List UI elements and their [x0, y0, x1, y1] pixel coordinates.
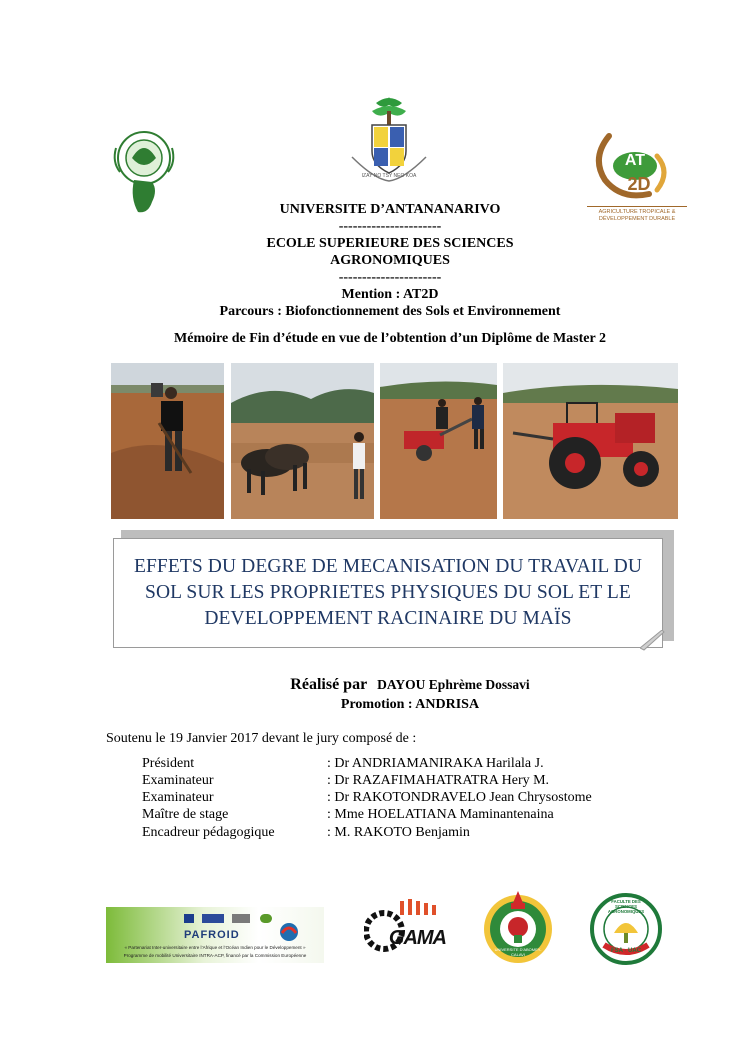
- fsa-text: FACULTE DES SCIENCES AGRONOMIQUES: [607, 899, 645, 914]
- jury-member: : Mme HOELATIANA Maminantenaina: [327, 807, 554, 822]
- at2d-caption-1: AGRICULTURE TROPICALE &: [587, 206, 687, 215]
- fsa-uac-logo: [590, 893, 662, 965]
- promotion: Promotion : ANDRISA: [340, 697, 480, 712]
- jury-row: [142, 824, 470, 841]
- pafroid-note-2: Programme de mobilité Universitaire INTRA-ACP, financé par la Commission Européenne: [123, 953, 307, 958]
- jury-role: Maître de stage: [142, 807, 229, 822]
- jury-member: : M. RAKOTO Benjamin: [327, 825, 470, 840]
- pafroid-note-1: « Partenariat Inter-universitaire entre l’Afrique et l’Océan Indien pour le Développement »: [124, 945, 306, 950]
- photo-tractor: [503, 363, 678, 519]
- defense-statement: Soutenu le 19 Janvier 2017 devant le jury composé de :: [106, 731, 417, 746]
- jury-row: [142, 806, 554, 823]
- jury-role: Examinateur: [142, 790, 214, 805]
- at2d-badge: AT: [624, 152, 646, 169]
- separator-2: ----------------------: [338, 270, 442, 285]
- mention: Mention : AT2D: [341, 287, 439, 302]
- jury-member: : Dr RAKOTONDRAVELO Jean Chrysostome: [327, 790, 592, 805]
- author-name: DAYOU Ephrème Dossavi: [377, 677, 530, 692]
- parcours: Parcours : Biofonctionnement des Sols et Environnement: [219, 304, 561, 319]
- thesis-title-box: [113, 538, 663, 648]
- author-label: Réalisé par: [290, 676, 368, 693]
- school-name-line-2: AGRONOMIQUES: [330, 253, 450, 268]
- jury-role: Encadreur pédagogique: [142, 825, 275, 840]
- jury-member: : Dr RAZAFIMAHATRATRA Hery M.: [327, 773, 550, 788]
- jury-row: [142, 789, 592, 806]
- pafroid-banner: [106, 907, 324, 963]
- photo-motor-cultivator: [380, 363, 497, 519]
- coat-motto: IZAY NO TSY NEO KOA: [361, 173, 417, 179]
- pafroid-title: PAFROID: [184, 929, 240, 941]
- author-line: [240, 676, 580, 694]
- jury-role: Examinateur: [142, 773, 214, 788]
- university-coat-of-arms: [344, 93, 434, 185]
- pafroid-swirl-icon: [276, 921, 302, 943]
- abomey-text: UNIVERSITE D'ABOMEY-CALAVI: [494, 947, 542, 957]
- photo-animal-traction: [231, 363, 374, 519]
- school-name-line-1: ECOLE SUPERIEURE DES SCIENCES: [266, 236, 514, 251]
- photo-manual-tillage: [111, 363, 224, 519]
- gama-text: GAMA: [388, 927, 446, 949]
- pafroid-partner-logos: [184, 910, 314, 920]
- gama-logo: [364, 897, 446, 955]
- at2d-number: 2D: [627, 174, 651, 194]
- jury-row: [142, 755, 544, 772]
- thesis-title: EFFETS DU DEGRE DE MECANISATION DU TRAVAIL DU SOL SUR LES PROPRIETES PHYSIQUES DU SOL ET LE DEVELOPPEMENT RACINAIRE DU MAÏS: [133, 556, 643, 629]
- fsa-bottom-text: FSA · UAC: [610, 948, 642, 954]
- university-name: UNIVERSITE D’ANTANANARIVO: [279, 202, 501, 217]
- at2d-caption-2: DÉVELOPPEMENT DURABLE: [598, 216, 676, 222]
- title-box-folded-corner: [640, 630, 666, 652]
- abomey-calavi-logo: [481, 889, 555, 965]
- jury-role: Président: [142, 756, 195, 771]
- separator-1: ----------------------: [338, 219, 442, 234]
- memoire-line: Mémoire de Fin d’étude en vue de l’obtention d’un Diplôme de Master 2: [174, 331, 606, 346]
- jury-row: [142, 772, 549, 789]
- jury-member: : Dr ANDRIAMANIRAKA Harilala J.: [327, 756, 544, 771]
- header-block: [150, 201, 630, 320]
